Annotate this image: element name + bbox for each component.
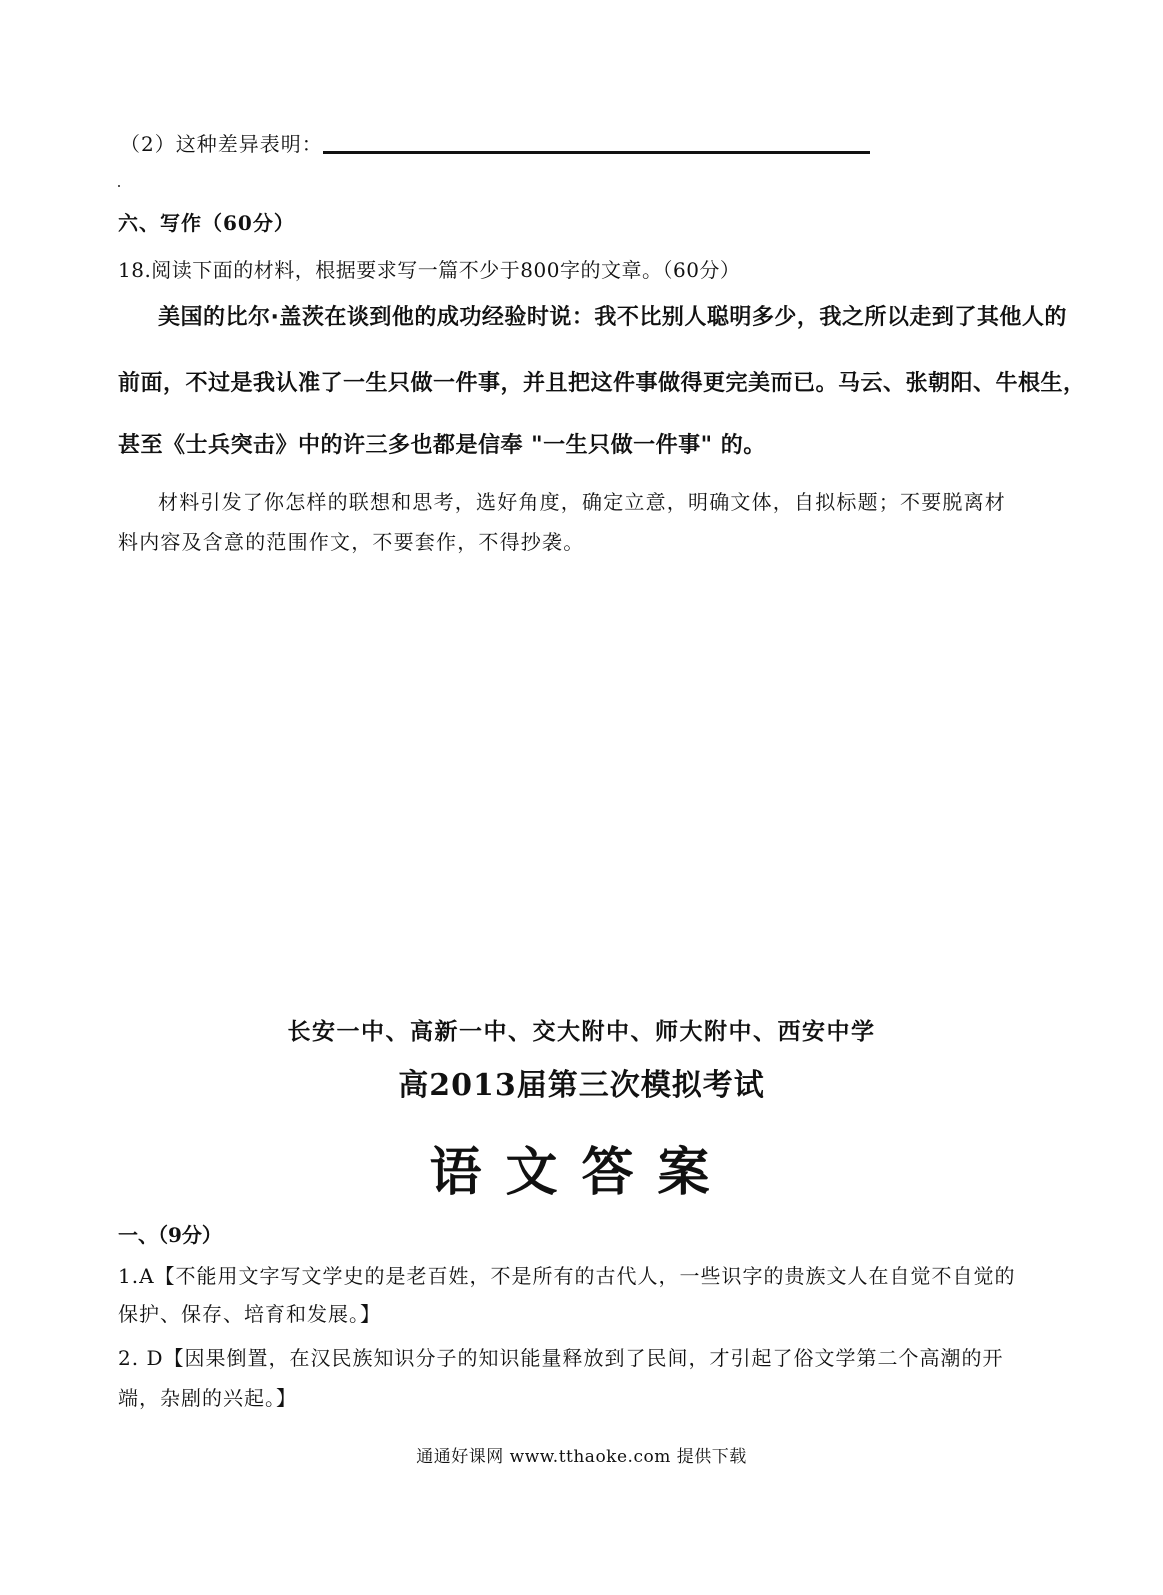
- section-6-heading: 六、写作（60分）: [118, 211, 295, 235]
- requirement-line-1: 材料引发了你怎样的联想和思考，选好角度，确定立意，明确文体，自拟标题；不要脱离材: [158, 490, 1006, 514]
- answer-1-line-2: 保护、保存、培育和发展。】: [118, 1302, 381, 1326]
- question-18-prompt: 18.阅读下面的材料，根据要求写一篇不少于800字的文章。（60分）: [118, 258, 741, 282]
- material-line-2: 前面，不过是我认准了一生只做一件事，并且把这件事做得更完美而已。马云、张朝阳、牛根生，: [118, 371, 1086, 396]
- answer-2-line-1: 2. D【因果倒置，在汉民族知识分子的知识能量释放到了民间，才引起了俗文学第二个高潮的开: [118, 1346, 1004, 1370]
- scan-speck: [118, 185, 120, 187]
- answer-blank-line: [323, 151, 870, 154]
- question-2-prompt: （2）这种差异表明：: [120, 132, 323, 156]
- schools-heading: 长安一中、高新一中、交大附中、师大附中、西安中学: [287, 1018, 876, 1045]
- answer-1-line-1: 1.A【不能用文字写文学史的是老百姓，不是所有的古代人，一些识字的贵族文人在自觉不自觉的: [118, 1264, 1016, 1288]
- download-footer: 通通好课网 www.tthaoke.com 提供下载: [416, 1447, 747, 1467]
- answer-key-title: 语文答案: [429, 1143, 734, 1203]
- requirement-line-2: 料内容及含意的范围作文，不要套作，不得抄袭。: [118, 530, 585, 554]
- exam-title: 高2013届第三次模拟考试: [398, 1068, 765, 1103]
- material-line-3: 甚至《士兵突击》中的许三多也都是信奉 "一生只做一件事" 的。: [118, 433, 766, 458]
- section-1-heading: 一、（9分）: [118, 1223, 222, 1247]
- material-line-1: 美国的比尔·盖茨在谈到他的成功经验时说：我不比别人聪明多少，我之所以走到了其他人的: [158, 305, 1067, 330]
- answer-2-line-2: 端，杂剧的兴起。】: [118, 1386, 297, 1410]
